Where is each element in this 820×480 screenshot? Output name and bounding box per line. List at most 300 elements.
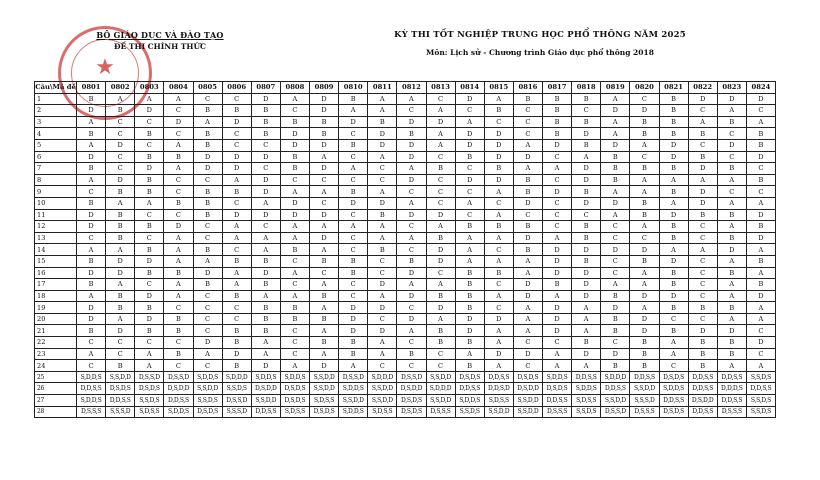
answer-cell: C <box>135 279 164 291</box>
question-number: 26 <box>35 383 77 395</box>
answer-cell: D,D,S,S <box>630 371 659 383</box>
answer-cell: A <box>310 186 339 198</box>
answer-cell: C <box>280 174 309 186</box>
table-row <box>35 93 776 105</box>
answer-cell: B <box>251 255 280 267</box>
answer-cell: B <box>106 105 135 117</box>
answer-cell: A <box>659 348 688 360</box>
answer-cell: C <box>164 174 193 186</box>
answer-cell: B <box>251 105 280 117</box>
answer-cell: B <box>339 267 368 279</box>
answer-cell: D <box>543 139 572 151</box>
answer-cell: B <box>397 255 426 267</box>
answer-cell: B <box>193 186 222 198</box>
answer-cell: B <box>630 128 659 140</box>
answer-cell: C <box>164 186 193 198</box>
answer-cell: D <box>426 116 455 128</box>
answer-cell: D <box>601 348 630 360</box>
answer-cell: C <box>251 139 280 151</box>
answer-cell: C <box>513 116 542 128</box>
answer-cell: B <box>630 348 659 360</box>
answer-cell: B <box>659 128 688 140</box>
answer-cell: D <box>193 267 222 279</box>
answer-cell: D <box>513 290 542 302</box>
answer-cell: B <box>339 93 368 105</box>
answer-cell: A <box>572 325 601 337</box>
answer-cell: C <box>688 313 717 325</box>
table-row <box>35 267 776 279</box>
exam-code-header: 0817 <box>543 82 572 94</box>
answer-cell: B <box>455 337 484 349</box>
answer-cell: B <box>543 279 572 291</box>
answer-cell: C <box>426 267 455 279</box>
answer-cell: D <box>368 302 397 314</box>
answer-cell: A <box>251 290 280 302</box>
answer-cell: B <box>77 93 106 105</box>
exam-code-header: 0811 <box>368 82 397 94</box>
answer-cell: A <box>77 348 106 360</box>
answer-cell: A <box>717 197 746 209</box>
answer-cell: C <box>193 302 222 314</box>
answer-cell: D <box>513 151 542 163</box>
table-row <box>35 383 776 395</box>
question-number: 2 <box>35 105 77 117</box>
answer-cell: D <box>572 128 601 140</box>
answer-cell: A <box>193 116 222 128</box>
answer-cell: A <box>484 325 513 337</box>
answer-cell: C <box>222 139 251 151</box>
answer-cell: D <box>484 128 513 140</box>
answer-cell: C <box>455 163 484 175</box>
answer-cell: S,S,D,D <box>601 395 630 407</box>
table-row <box>35 163 776 175</box>
answer-cell: C <box>339 279 368 291</box>
exam-code-header: 0806 <box>222 82 251 94</box>
answer-cell: C <box>77 232 106 244</box>
answer-cell: C <box>368 163 397 175</box>
answer-cell: A <box>368 348 397 360</box>
table-row <box>35 337 776 349</box>
answer-cell: C <box>746 348 775 360</box>
answer-cell: A <box>630 186 659 198</box>
answer-cell: B <box>688 128 717 140</box>
answer-cell: B <box>659 221 688 233</box>
answer-cell: C <box>543 151 572 163</box>
answer-cell: D <box>251 209 280 221</box>
answer-cell: D <box>280 197 309 209</box>
answer-cell: D,D,S,S <box>659 395 688 407</box>
answer-cell: D <box>484 174 513 186</box>
answer-cell: A <box>368 151 397 163</box>
question-number: 11 <box>35 209 77 221</box>
answer-cell: B <box>746 255 775 267</box>
answer-cell: S,D,S,S <box>310 395 339 407</box>
question-number: 13 <box>35 232 77 244</box>
answer-cell: B <box>397 128 426 140</box>
answer-cell: B <box>77 163 106 175</box>
answer-cell: B <box>659 93 688 105</box>
answer-cell: C <box>339 174 368 186</box>
answer-cell: D <box>513 197 542 209</box>
answer-cell: D,S,S,D <box>135 371 164 383</box>
answer-cell: B <box>572 139 601 151</box>
answer-cell: S,S,D,D <box>513 395 542 407</box>
answer-cell: S,D,D,S <box>543 371 572 383</box>
answer-cell: A <box>426 128 455 140</box>
answer-cell: B <box>543 93 572 105</box>
answer-cell: D <box>601 244 630 256</box>
answer-cell: D <box>688 197 717 209</box>
answer-cell: D <box>659 290 688 302</box>
answer-cell: B <box>601 151 630 163</box>
answer-cell: C <box>397 186 426 198</box>
answer-cell: B <box>543 105 572 117</box>
answer-cell: B <box>77 325 106 337</box>
answer-cell: A <box>222 174 251 186</box>
answer-cell: A <box>572 360 601 372</box>
answer-cell: A <box>572 313 601 325</box>
question-number: 4 <box>35 128 77 140</box>
answer-cell: D <box>397 290 426 302</box>
answer-cell: A <box>746 267 775 279</box>
answer-cell: D,D,S,S <box>543 395 572 407</box>
answer-cell: A <box>106 197 135 209</box>
answer-cell: D <box>310 163 339 175</box>
answer-cell: B <box>659 116 688 128</box>
answer-cell: D <box>251 360 280 372</box>
answer-cell: A <box>630 279 659 291</box>
answer-cell: C <box>339 151 368 163</box>
answer-cell: A <box>310 279 339 291</box>
answer-cell: C <box>193 232 222 244</box>
answer-cell: C <box>746 163 775 175</box>
answer-cell: C <box>513 105 542 117</box>
answer-cell: C <box>164 209 193 221</box>
answer-cell: A <box>455 255 484 267</box>
answer-cell: C <box>222 93 251 105</box>
answer-cell: S,D,D,D <box>222 371 251 383</box>
answer-cell: S,S,D,D <box>106 371 135 383</box>
answer-cell: D <box>688 325 717 337</box>
answer-cell: C <box>193 360 222 372</box>
answer-cell: C <box>193 313 222 325</box>
table-row <box>35 360 776 372</box>
answer-cell: D <box>397 151 426 163</box>
answer-cell: D <box>455 325 484 337</box>
answer-cell: S,S,D,D <box>368 383 397 395</box>
answer-cell: B <box>659 279 688 291</box>
answer-cell: C <box>222 302 251 314</box>
answer-cell: B <box>339 348 368 360</box>
answer-cell: A <box>543 348 572 360</box>
answer-cell: A <box>280 360 309 372</box>
question-number: 23 <box>35 348 77 360</box>
answer-cell: B <box>164 348 193 360</box>
answer-cell: C <box>688 232 717 244</box>
answer-cell: B <box>280 302 309 314</box>
answer-cell: D,S,S,D <box>164 371 193 383</box>
answer-cell: D <box>368 325 397 337</box>
answer-cell: B <box>659 325 688 337</box>
answer-cell: D <box>659 139 688 151</box>
answer-cell: B <box>222 360 251 372</box>
answer-cell: C <box>251 221 280 233</box>
answer-cell: S,D,D,D <box>601 371 630 383</box>
answer-cell: B <box>572 337 601 349</box>
answer-cell: A <box>455 348 484 360</box>
answer-cell: B <box>106 360 135 372</box>
answer-cell: D <box>543 313 572 325</box>
table-row <box>35 244 776 256</box>
answer-cell: D <box>426 209 455 221</box>
answer-cell: C <box>77 360 106 372</box>
answer-cell: D <box>397 139 426 151</box>
answer-cell: B <box>164 197 193 209</box>
answer-cell: C <box>513 209 542 221</box>
answer-cell: A <box>77 244 106 256</box>
answer-cell: C <box>164 337 193 349</box>
answer-cell: A <box>455 116 484 128</box>
answer-cell: C <box>426 360 455 372</box>
exam-code-header: 0818 <box>572 82 601 94</box>
subject-line: Môn: Lịch sử - Chương trình Giáo dục phổ thông 2018 <box>426 48 654 57</box>
answer-cell: A <box>659 174 688 186</box>
answer-cell: D <box>310 209 339 221</box>
answer-cell: B <box>222 325 251 337</box>
answer-cell: B <box>77 128 106 140</box>
answer-cell: S,S,D,S <box>746 406 775 418</box>
answer-cell: D <box>339 197 368 209</box>
answer-cell: D <box>484 139 513 151</box>
table-row <box>35 395 776 407</box>
answer-cell: S,D,D,S <box>339 383 368 395</box>
answer-cell: D <box>77 267 106 279</box>
answer-cell: A <box>106 313 135 325</box>
answer-cell: C <box>717 186 746 198</box>
answer-key-table <box>34 81 776 418</box>
answer-cell: A <box>164 163 193 175</box>
answer-cell: A <box>77 174 106 186</box>
answer-cell: D <box>368 279 397 291</box>
answer-cell: C <box>746 105 775 117</box>
answer-cell: C <box>513 360 542 372</box>
answer-cell: D <box>222 348 251 360</box>
answer-cell: C <box>543 337 572 349</box>
answer-cell: B <box>251 313 280 325</box>
answer-cell: D <box>572 163 601 175</box>
answer-cell: A <box>280 186 309 198</box>
answer-cell: A <box>339 163 368 175</box>
answer-cell: B <box>746 174 775 186</box>
answer-cell: A <box>426 105 455 117</box>
answer-cell: B <box>630 360 659 372</box>
answer-cell: A <box>543 163 572 175</box>
answer-cell: S,S,S,D <box>222 406 251 418</box>
answer-cell: B <box>601 163 630 175</box>
answer-cell: C <box>164 302 193 314</box>
answer-cell: A <box>77 116 106 128</box>
answer-cell: D,S,D,S <box>280 395 309 407</box>
answer-cell: A <box>543 360 572 372</box>
answer-cell: A <box>368 93 397 105</box>
answer-cell: A <box>659 337 688 349</box>
answer-cell: D,D,S,S <box>572 371 601 383</box>
answer-cell: S,D,D,D <box>426 383 455 395</box>
answer-cell: B <box>426 337 455 349</box>
answer-cell: A <box>513 139 542 151</box>
answer-cell: B <box>339 255 368 267</box>
answer-cell: D,S,D,S <box>659 371 688 383</box>
answer-cell: B <box>572 186 601 198</box>
answer-cell: A <box>164 255 193 267</box>
answer-cell: C <box>601 255 630 267</box>
answer-cell: S,S,D,S <box>193 395 222 407</box>
answer-cell: C <box>251 163 280 175</box>
table-row <box>35 105 776 117</box>
answer-cell: S,D,S,S <box>368 406 397 418</box>
answer-cell: D <box>135 105 164 117</box>
answer-cell: D <box>397 267 426 279</box>
answer-cell: B <box>135 244 164 256</box>
answer-cell: B <box>630 255 659 267</box>
answer-cell: A <box>106 93 135 105</box>
exam-code-header: 0808 <box>280 82 309 94</box>
answer-cell: D,D,S,S <box>164 395 193 407</box>
answer-cell: B <box>484 221 513 233</box>
answer-cell: B <box>688 360 717 372</box>
answer-cell: D <box>717 244 746 256</box>
answer-cell: S,D,D,S <box>339 406 368 418</box>
answer-cell: D,D,S,S <box>717 395 746 407</box>
answer-cell: D,D,S,S <box>251 406 280 418</box>
answer-cell: C <box>77 186 106 198</box>
answer-cell: D <box>543 186 572 198</box>
answer-cell: A <box>135 197 164 209</box>
answer-cell: B <box>688 348 717 360</box>
answer-cell: B <box>746 128 775 140</box>
answer-cell: D <box>688 186 717 198</box>
answer-cell: A <box>572 302 601 314</box>
answer-cell: A <box>426 279 455 291</box>
answer-cell: C <box>717 151 746 163</box>
table-row <box>35 221 776 233</box>
answer-cell: C <box>135 232 164 244</box>
answer-cell: B <box>717 267 746 279</box>
answer-cell: B <box>251 279 280 291</box>
question-number: 15 <box>35 255 77 267</box>
answer-cell: B <box>106 186 135 198</box>
answer-cell: A <box>484 255 513 267</box>
answer-cell: A <box>630 221 659 233</box>
exam-code-header: 0815 <box>484 82 513 94</box>
answer-cell: D <box>135 290 164 302</box>
answer-cell: A <box>310 302 339 314</box>
answer-cell: D,S,D,S <box>106 383 135 395</box>
answer-cell: B <box>484 163 513 175</box>
table-row <box>35 279 776 291</box>
answer-cell: D <box>513 348 542 360</box>
answer-cell: C <box>397 244 426 256</box>
question-number: 10 <box>35 197 77 209</box>
exam-code-header: 0802 <box>106 82 135 94</box>
answer-cell: A <box>164 279 193 291</box>
answer-cell: C <box>368 255 397 267</box>
answer-cell: B <box>601 313 630 325</box>
answer-cell: A <box>164 139 193 151</box>
answer-cell: B <box>688 209 717 221</box>
answer-cell: B <box>310 313 339 325</box>
exam-code-header: 0824 <box>746 82 775 94</box>
answer-cell: B <box>717 337 746 349</box>
answer-cell: S,D,S,S <box>280 406 309 418</box>
answer-cell: C <box>717 128 746 140</box>
answer-cell: D <box>601 197 630 209</box>
exam-code-header: 0810 <box>339 82 368 94</box>
answer-cell: D,D,S,D <box>484 383 513 395</box>
answer-cell: B <box>484 267 513 279</box>
answer-cell: C <box>572 105 601 117</box>
answer-cell: D <box>222 116 251 128</box>
answer-cell: D <box>543 255 572 267</box>
answer-cell: B <box>106 302 135 314</box>
answer-cell: S,D,D,S <box>193 371 222 383</box>
question-number: 17 <box>35 279 77 291</box>
answer-cell: A <box>513 163 542 175</box>
answer-cell: D <box>572 267 601 279</box>
answer-cell: D <box>630 290 659 302</box>
answer-cell: D <box>659 255 688 267</box>
answer-cell: D <box>280 209 309 221</box>
answer-cell: C <box>310 174 339 186</box>
answer-cell: B <box>630 337 659 349</box>
answer-cell: A <box>397 197 426 209</box>
answer-cell: D,D,D,S <box>717 383 746 395</box>
answer-cell: B <box>688 337 717 349</box>
answer-cell: C <box>484 244 513 256</box>
answer-cell: A <box>717 221 746 233</box>
answer-cell: B <box>659 163 688 175</box>
answer-cell: C <box>484 302 513 314</box>
answer-cell: D <box>717 325 746 337</box>
answer-cell: A <box>310 221 339 233</box>
answer-cell: A <box>426 313 455 325</box>
answer-cell: A <box>164 244 193 256</box>
answer-cell: A <box>688 174 717 186</box>
exam-code-header: 0819 <box>601 82 630 94</box>
answer-cell: A <box>280 290 309 302</box>
answer-cell: C <box>368 267 397 279</box>
answer-cell: B <box>746 221 775 233</box>
answer-cell: D <box>543 325 572 337</box>
answer-cell: D <box>193 151 222 163</box>
answer-cell: A <box>426 139 455 151</box>
answer-cell: S,S,D,D <box>630 383 659 395</box>
exam-code-header: 0816 <box>513 82 542 94</box>
answer-cell: A <box>513 325 542 337</box>
answer-cell: D <box>572 279 601 291</box>
star-icon: ★ <box>95 55 115 80</box>
question-number: 7 <box>35 163 77 175</box>
answer-cell: B <box>310 116 339 128</box>
answer-cell: C <box>572 209 601 221</box>
answer-cell: C <box>426 93 455 105</box>
answer-cell: D <box>135 255 164 267</box>
exam-title: KỲ THI TỐT NGHIỆP TRUNG HỌC PHỔ THÔNG NĂM 2025 <box>394 30 686 40</box>
answer-cell: S,S,D,D <box>310 371 339 383</box>
answer-cell: D,D,S,S <box>746 383 775 395</box>
answer-cell: A <box>746 302 775 314</box>
exam-code-header: 0820 <box>630 82 659 94</box>
